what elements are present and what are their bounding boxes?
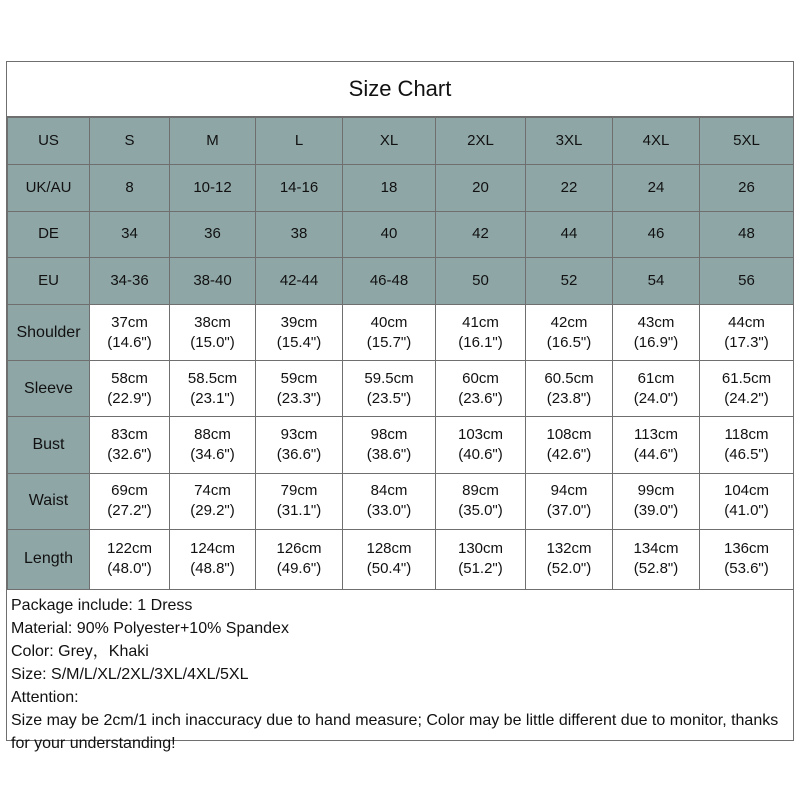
measurement-row bbox=[8, 361, 794, 417]
size-cell: L bbox=[256, 118, 343, 165]
cm-value: 61.5cm bbox=[721, 369, 772, 387]
measurement-cell bbox=[343, 529, 436, 589]
row-label: EU bbox=[8, 258, 90, 305]
measurement-cell bbox=[613, 473, 700, 529]
measurement-cell bbox=[436, 473, 526, 529]
size-chart bbox=[6, 61, 794, 752]
size-cell: 42 bbox=[436, 211, 526, 258]
measurement-cell bbox=[700, 361, 794, 417]
cm-value: 108cm bbox=[546, 425, 592, 443]
inch-value: (49.6") bbox=[276, 560, 322, 578]
measurement-cell bbox=[343, 417, 436, 473]
measurement-cell bbox=[90, 473, 170, 529]
measurement-cell bbox=[700, 305, 794, 361]
measurement-cell bbox=[170, 529, 256, 589]
measurement-cell bbox=[343, 361, 436, 417]
row-label: UK/AU bbox=[8, 164, 90, 211]
measurement-cell bbox=[256, 305, 343, 361]
inch-value: (29.2") bbox=[190, 502, 235, 520]
size-cell: M bbox=[170, 118, 256, 165]
inch-value: (40.6") bbox=[458, 445, 503, 463]
cm-value: 98cm bbox=[370, 425, 408, 443]
size-row bbox=[8, 258, 794, 305]
measurement-row bbox=[8, 305, 794, 361]
cm-value: 130cm bbox=[457, 540, 504, 558]
cm-value: 60.5cm bbox=[544, 369, 594, 387]
row-label: DE bbox=[8, 211, 90, 258]
measurement-cell bbox=[526, 305, 613, 361]
cm-value: 132cm bbox=[546, 540, 592, 558]
inch-value: (23.1") bbox=[190, 389, 235, 407]
size-cell: 5XL bbox=[700, 118, 794, 165]
size-cell: 4XL bbox=[613, 118, 700, 165]
inch-value: (23.3") bbox=[276, 389, 322, 407]
package-note: Package include: 1 Dress bbox=[11, 597, 193, 614]
measurement-cell bbox=[613, 305, 700, 361]
inch-value: (39.0") bbox=[633, 502, 679, 520]
inch-value: (44.6") bbox=[633, 445, 679, 463]
inch-value: (34.6") bbox=[190, 445, 235, 463]
cm-value: 94cm bbox=[550, 482, 588, 500]
cm-value: 59.5cm bbox=[364, 369, 414, 387]
material-note: Material: 90% Polyester+10% Spandex bbox=[11, 620, 289, 637]
inch-value: (36.6") bbox=[276, 445, 322, 463]
inch-value: (46.5") bbox=[724, 445, 769, 463]
cm-value: 44cm bbox=[728, 313, 765, 331]
inch-value: (23.5") bbox=[366, 389, 412, 407]
measurement-cell bbox=[436, 361, 526, 417]
cm-value: 41cm bbox=[462, 313, 499, 331]
cm-value: 58.5cm bbox=[187, 369, 238, 387]
cm-value: 69cm bbox=[111, 482, 148, 500]
measurement-row bbox=[8, 417, 794, 473]
inch-value: (24.0") bbox=[633, 389, 679, 407]
size-cell: 36 bbox=[170, 211, 256, 258]
cm-value: 113cm bbox=[634, 425, 678, 443]
size-cell: 8 bbox=[90, 164, 170, 211]
cm-value: 74cm bbox=[194, 482, 231, 500]
cm-value: 124cm bbox=[189, 540, 236, 558]
measurement-cell bbox=[90, 529, 170, 589]
size-cell: 54 bbox=[613, 258, 700, 305]
size-cell: 26 bbox=[700, 164, 794, 211]
size-note: Size: S/M/L/XL/2XL/3XL/4XL/5XL bbox=[11, 666, 249, 683]
row-label: Bust bbox=[8, 417, 90, 473]
size-row bbox=[8, 211, 794, 258]
inch-value: (35.0") bbox=[458, 502, 503, 520]
disclaimer-note: Size may be 2cm/1 inch inaccuracy due to hand measure; Color may be little different due to monitor, thanks for your understanding! bbox=[11, 712, 779, 752]
size-cell: 34 bbox=[90, 211, 170, 258]
measurement-cell bbox=[700, 529, 794, 589]
inch-value: (22.9") bbox=[107, 389, 152, 407]
measurement-cell bbox=[256, 529, 343, 589]
cm-value: 59cm bbox=[280, 369, 318, 387]
inch-value: (33.0") bbox=[366, 502, 412, 520]
size-row bbox=[8, 118, 794, 165]
measurement-cell bbox=[436, 417, 526, 473]
inch-value: (50.4") bbox=[366, 560, 412, 578]
size-cell: 20 bbox=[436, 164, 526, 211]
cm-value: 39cm bbox=[280, 313, 318, 331]
inch-value: (23.6") bbox=[458, 389, 503, 407]
size-cell: 24 bbox=[613, 164, 700, 211]
size-cell: 46 bbox=[613, 211, 700, 258]
inch-value: (27.2") bbox=[107, 502, 152, 520]
inch-value: (16.5") bbox=[546, 333, 592, 351]
size-cell: 56 bbox=[700, 258, 794, 305]
inch-value: (52.8") bbox=[633, 560, 679, 578]
row-label: Sleeve bbox=[8, 361, 90, 417]
cm-value: 128cm bbox=[366, 540, 412, 558]
size-cell: 42-44 bbox=[256, 258, 343, 305]
measurement-cell bbox=[613, 529, 700, 589]
size-cell: 40 bbox=[343, 211, 436, 258]
measurement-cell bbox=[170, 473, 256, 529]
cm-value: 83cm bbox=[111, 425, 148, 443]
measurement-cell bbox=[526, 529, 613, 589]
measurement-cell bbox=[613, 361, 700, 417]
inch-value: (53.6") bbox=[724, 560, 769, 578]
size-cell: 2XL bbox=[436, 118, 526, 165]
row-label: Length bbox=[8, 529, 90, 589]
size-cell: 48 bbox=[700, 211, 794, 258]
inch-value: (48.8") bbox=[190, 560, 235, 578]
inch-value: (14.6") bbox=[107, 333, 152, 351]
measurement-cell bbox=[436, 529, 526, 589]
cm-value: 42cm bbox=[550, 313, 588, 331]
measurement-cell bbox=[256, 417, 343, 473]
size-cell: 38-40 bbox=[170, 258, 256, 305]
cm-value: 40cm bbox=[370, 313, 408, 331]
measurement-cell bbox=[90, 361, 170, 417]
measurement-cell bbox=[170, 417, 256, 473]
size-cell: S bbox=[90, 118, 170, 165]
inch-value: (15.4") bbox=[276, 333, 322, 351]
measurement-row bbox=[8, 473, 794, 529]
size-cell: 18 bbox=[343, 164, 436, 211]
cm-value: 99cm bbox=[637, 482, 675, 500]
chart-title: Size Chart bbox=[7, 62, 793, 117]
color-note: Color: Grey，Khaki bbox=[11, 643, 149, 660]
size-cell: 22 bbox=[526, 164, 613, 211]
measurement-cell bbox=[613, 417, 700, 473]
inch-value: (32.6") bbox=[107, 445, 152, 463]
cm-value: 61cm bbox=[637, 369, 675, 387]
product-notes bbox=[7, 590, 793, 755]
measurement-cell bbox=[526, 473, 613, 529]
size-cell: 3XL bbox=[526, 118, 613, 165]
size-cell: 10-12 bbox=[170, 164, 256, 211]
cm-value: 104cm bbox=[723, 482, 770, 500]
size-cell: 50 bbox=[436, 258, 526, 305]
inch-value: (16.1") bbox=[458, 333, 503, 351]
inch-value: (51.2") bbox=[458, 560, 503, 578]
inch-value: (48.0") bbox=[107, 560, 152, 578]
inch-value: (24.2") bbox=[724, 389, 769, 407]
inch-value: (15.0") bbox=[190, 333, 235, 351]
inch-value: (23.8") bbox=[546, 389, 592, 407]
size-cell: 14-16 bbox=[256, 164, 343, 211]
cm-value: 88cm bbox=[194, 425, 231, 443]
cm-value: 89cm bbox=[462, 482, 499, 500]
cm-value: 43cm bbox=[637, 313, 675, 331]
cm-value: 136cm bbox=[723, 540, 770, 558]
inch-value: (41.0") bbox=[724, 502, 769, 520]
inch-value: (31.1") bbox=[276, 502, 322, 520]
size-row bbox=[8, 164, 794, 211]
measurement-cell bbox=[700, 473, 794, 529]
cm-value: 126cm bbox=[276, 540, 322, 558]
cm-value: 60cm bbox=[462, 369, 499, 387]
measurement-cell bbox=[90, 417, 170, 473]
size-cell: 34-36 bbox=[90, 258, 170, 305]
inch-value: (37.0") bbox=[546, 502, 592, 520]
row-label: Shoulder bbox=[8, 305, 90, 361]
measurement-cell bbox=[526, 417, 613, 473]
inch-value: (15.7") bbox=[366, 333, 412, 351]
cm-value: 79cm bbox=[280, 482, 318, 500]
row-label: US bbox=[8, 118, 90, 165]
cm-value: 118cm bbox=[724, 425, 769, 443]
row-label: Waist bbox=[8, 473, 90, 529]
measurement-cell bbox=[343, 305, 436, 361]
measurement-cell bbox=[436, 305, 526, 361]
measurement-cell bbox=[170, 361, 256, 417]
size-cell: 44 bbox=[526, 211, 613, 258]
inch-value: (52.0") bbox=[546, 560, 592, 578]
measurement-cell bbox=[90, 305, 170, 361]
attention-note: Attention: bbox=[11, 689, 79, 706]
size-cell: XL bbox=[343, 118, 436, 165]
inch-value: (17.3") bbox=[724, 333, 769, 351]
cm-value: 103cm bbox=[457, 425, 504, 443]
cm-value: 122cm bbox=[106, 540, 153, 558]
cm-value: 38cm bbox=[194, 313, 231, 331]
measurement-cell bbox=[256, 473, 343, 529]
cm-value: 37cm bbox=[111, 313, 148, 331]
cm-value: 58cm bbox=[111, 369, 148, 387]
size-table-body bbox=[8, 118, 794, 590]
measurement-row bbox=[8, 529, 794, 589]
inch-value: (16.9") bbox=[633, 333, 679, 351]
size-cell: 38 bbox=[256, 211, 343, 258]
size-cell: 46-48 bbox=[343, 258, 436, 305]
inch-value: (38.6") bbox=[366, 445, 412, 463]
cm-value: 134cm bbox=[633, 540, 679, 558]
measurement-cell bbox=[526, 361, 613, 417]
measurement-cell bbox=[170, 305, 256, 361]
measurement-cell bbox=[256, 361, 343, 417]
size-table bbox=[7, 117, 794, 590]
size-cell: 52 bbox=[526, 258, 613, 305]
measurement-cell bbox=[343, 473, 436, 529]
cm-value: 93cm bbox=[280, 425, 318, 443]
measurement-cell bbox=[700, 417, 794, 473]
inch-value: (42.6") bbox=[546, 445, 592, 463]
cm-value: 84cm bbox=[370, 482, 408, 500]
